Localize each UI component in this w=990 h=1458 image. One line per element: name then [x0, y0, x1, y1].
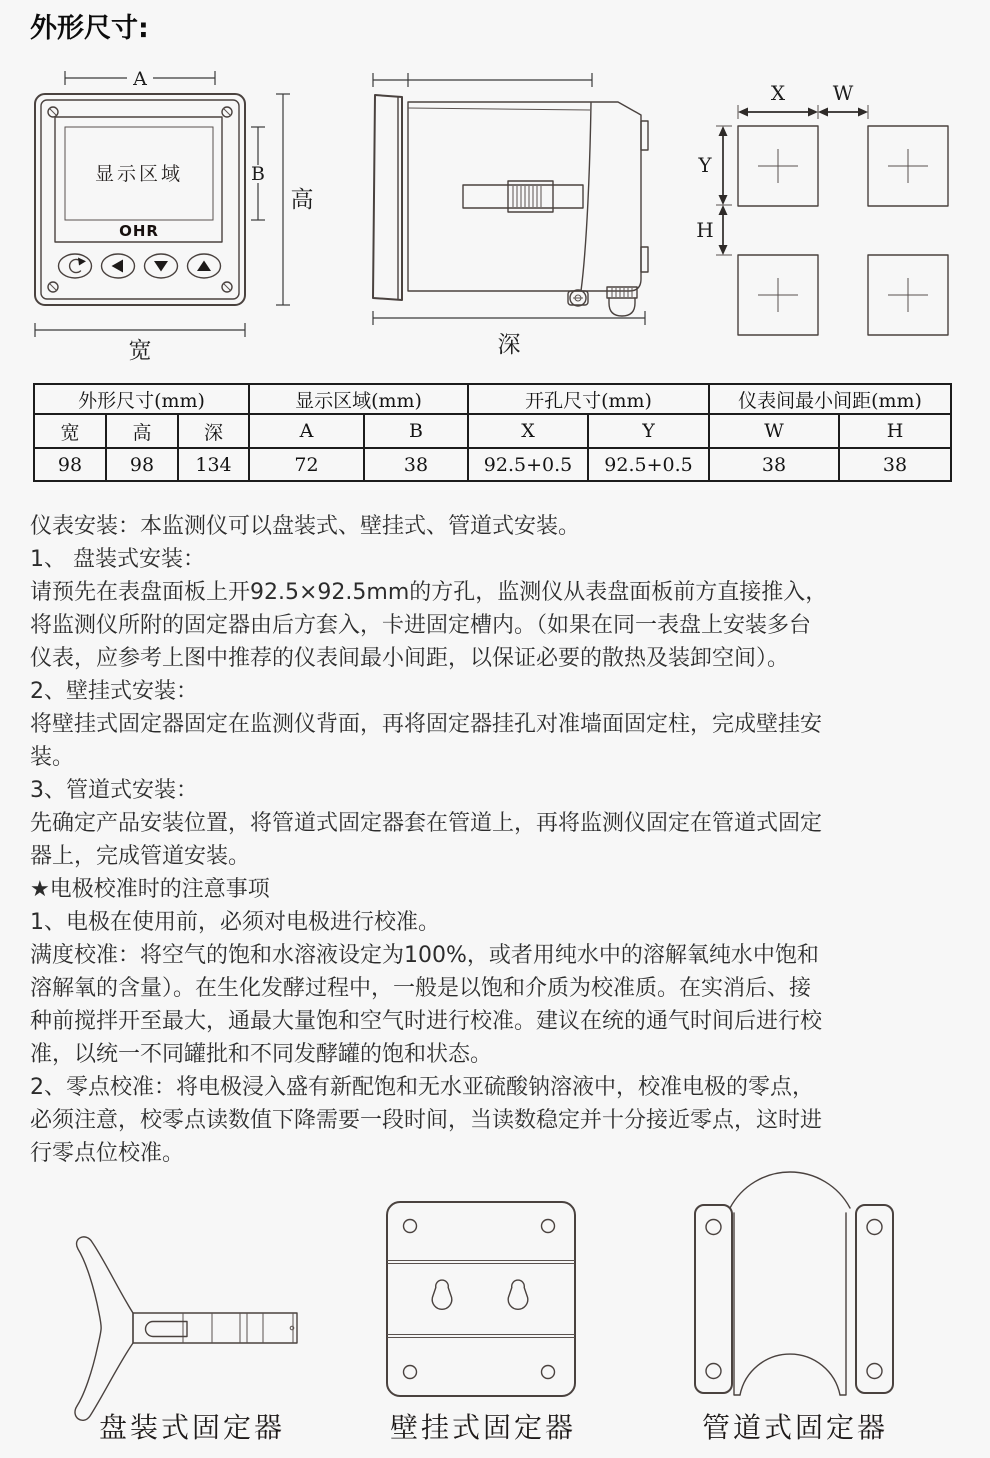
text-line: 行零点位校准。 [30, 1141, 185, 1166]
text-line: 种前搅拌开至最大，通最大量饱和空气时进行校准。建议在统的通气时间后进行校 [30, 1009, 823, 1034]
fixture-slot [146, 1322, 188, 1337]
table-col-header: 宽 [35, 415, 107, 449]
table-value: 38 [710, 449, 840, 482]
table-col-header: A [250, 415, 365, 449]
text-line: 器上，完成管道安装。 [30, 844, 251, 869]
table-group-header: 外形尺寸(mm) [35, 385, 250, 415]
pipe-plate-left [695, 1205, 732, 1393]
table-col-header: B [365, 415, 469, 449]
table-col-header: H [840, 415, 952, 449]
table-value: 72 [250, 449, 365, 482]
table-value: 92.5+0.5 [469, 449, 589, 482]
page-title: 外形尺寸: [30, 13, 149, 44]
side-tab-top [641, 121, 648, 150]
cutout-squares [738, 126, 948, 335]
mount-screw-icon [568, 290, 588, 306]
wall-fixture-label: 壁挂式固定器 [389, 1411, 577, 1444]
table-value: 98 [35, 449, 107, 482]
display-area-label: 显示区域 [94, 163, 184, 185]
keyhole-icon [432, 1280, 528, 1309]
side-view-diagram [360, 55, 660, 375]
dim-label-width: 宽 [128, 338, 152, 364]
pipe-cutout [740, 1354, 840, 1395]
table-value: 134 [179, 449, 250, 482]
dimension-width [35, 323, 245, 364]
brand-logo: OHR [119, 222, 159, 240]
installation-instructions [30, 510, 980, 1170]
table-col-header: X [469, 415, 589, 449]
device-buttons [59, 254, 221, 278]
device-outline [35, 94, 245, 305]
table-col-header: 高 [107, 415, 179, 449]
text-line: 请预先在表盘面板上开92.5×92.5mm的方孔，监测仪从表盘面板前方直接推入， [30, 580, 828, 605]
text-line: 装。 [30, 745, 75, 770]
side-tab-bottom [641, 247, 648, 272]
left-arrow-icon [112, 260, 124, 273]
dimension-depth [373, 311, 645, 358]
dim-label-y: Y [698, 153, 712, 177]
dimension-b [251, 127, 265, 220]
pipe-fixture-label: 管道式固定器 [701, 1411, 889, 1444]
table-group-header: 仪表间最小间距(mm) [710, 385, 952, 415]
table-value: 92.5+0.5 [589, 449, 710, 482]
table-value: 38 [840, 449, 952, 482]
down-arrow-icon [154, 261, 168, 272]
text-line: 1、电极在使用前，必须对电极进行校准。 [30, 910, 440, 935]
table-col-header: W [710, 415, 840, 449]
pipe-fixture-diagram [688, 1170, 900, 1432]
text-line: 3、管道式安装： [30, 778, 198, 803]
dim-label-h: H [696, 218, 714, 242]
text-line: 溶解氧的含量）。在生化发酵过程中，一般是以饱和介质为校准质。在实消后、接 [30, 976, 812, 1001]
table-value: 38 [365, 449, 469, 482]
side-top-dimension [373, 73, 592, 87]
table-group-header: 开孔尺寸(mm) [469, 385, 710, 415]
dimension-w [818, 81, 868, 117]
table-col-header: 深 [179, 415, 250, 449]
fixture-shaft [133, 1313, 297, 1343]
dim-label-x: X [770, 81, 786, 105]
text-line: 先确定产品安装位置，将管道式固定器套在管道上，再将监测仪固定在管道式固定 [30, 811, 823, 836]
text-line: 准，以统一不同罐批和不同发酵罐的饱和状态。 [30, 1042, 493, 1067]
dimension-h [696, 205, 727, 255]
text-line: 2、零点校准：将电极浸入盛有新配饱和无水亚硫酸钠溶液中，校准电极的零点， [30, 1075, 814, 1100]
dimension-a [65, 68, 215, 90]
text-line: 将壁挂式固定器固定在监测仪背面，再将固定器挂孔对准墙面固定柱，完成壁挂安 [30, 712, 823, 737]
dimensions-table [33, 383, 952, 482]
dimension-height [276, 94, 314, 305]
table-col-header: Y [589, 415, 710, 449]
dim-label-b: B [251, 163, 265, 185]
text-line: 将监测仪所附的固定器由后方套入，卡进固定槽内。（如果在同一表盘上安装多台 [30, 613, 812, 638]
cutout-spacing-diagram [690, 58, 990, 348]
side-body [373, 95, 648, 316]
up-arrow-icon [197, 261, 211, 272]
table-group-header: 显示区域(mm) [250, 385, 469, 415]
pipe-dome [730, 1172, 850, 1208]
fixture-handle [75, 1237, 133, 1420]
table-value: 98 [107, 449, 179, 482]
text-line: 仪表，应参考上图中推荐的仪表间最小间距，以保证必要的散热及装卸空间）。 [30, 646, 790, 671]
text-line: 仪表安装：本监测仪可以盘装式、壁挂式、管道式安装。 [30, 514, 581, 539]
pipe-plate-right [856, 1205, 893, 1393]
sensor-slot [463, 181, 583, 212]
screw-hole-icon [404, 1220, 555, 1379]
wall-fixture-diagram [383, 1198, 583, 1403]
dim-label-a: A [133, 68, 147, 90]
text-line: 满度校准：将空气的饱和水溶液设定为100%，或者用纯水中的溶解氧纯水中饱和 [30, 943, 819, 968]
wall-plate [387, 1202, 575, 1396]
panel-fixture-diagram [55, 1195, 315, 1425]
text-line: 2、壁挂式安装： [30, 679, 198, 704]
text-line: ★电极校准时的注意事项 [30, 877, 270, 902]
front-view-diagram [25, 55, 345, 380]
dim-label-depth: 深 [497, 332, 521, 358]
return-icon [70, 258, 86, 273]
dim-label-w: W [832, 81, 854, 105]
text-line: 必须注意，校零点读数值下降需要一段时间，当读数稳定并十分接近零点，这时进 [30, 1108, 823, 1133]
dim-label-height: 高 [290, 187, 314, 213]
text-line: 1、 盘装式安装： [30, 547, 205, 572]
return-button [59, 254, 92, 278]
panel-fixture-label: 盘装式固定器 [98, 1411, 286, 1444]
